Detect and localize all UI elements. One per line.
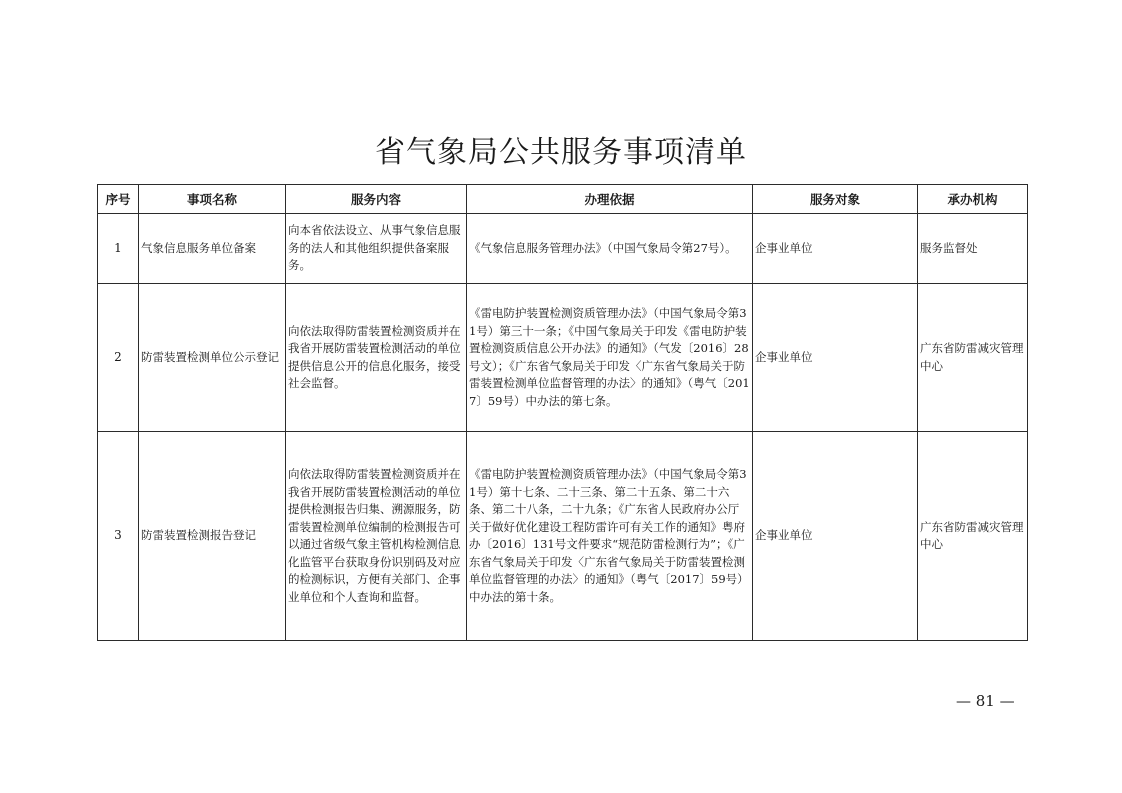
header-service-target: 服务对象 xyxy=(753,185,918,214)
cell-serial-number: 1 xyxy=(98,214,139,284)
page-number: — 81 — xyxy=(956,692,1015,710)
cell-service-content: 向依法取得防雷装置检测资质并在我省开展防雷装置检测活动的单位提供信息公开的信息化服务，接受社会监督。 xyxy=(286,284,467,432)
header-serial-number: 序号 xyxy=(98,185,139,214)
header-legal-basis: 办理依据 xyxy=(467,185,753,214)
header-handling-agency: 承办机构 xyxy=(918,185,1028,214)
cell-service-content: 向依法取得防雷装置检测资质并在我省开展防雷装置检测活动的单位提供检测报告归集、溯源服务，防雷装置检测单位编制的检测报告可以通过省级气象主管机构检测信息化监管平台获取身份识别码及对应的检测标识，方便有关部门、企事业单位和个人查询和监督。 xyxy=(286,432,467,641)
cell-item-name: 防雷装置检测报告登记 xyxy=(139,432,286,641)
cell-legal-basis: 《雷电防护装置检测资质管理办法》（中国气象局令第31号）第十七条、二十三条、第二十五条、第二十六条、第二十八条，二十九条；《广东省人民政府办公厅关于做好优化建设工程防雷许可有关工作的通知》粤府办〔2016〕131号文件要求“规范防雷检测行为”；《广东省气象局关于印发〈广东省气象局关于防雷装置检测单位监督管理的办法〉的通知》（粤气〔2017〕59号）中办法的第十条。 xyxy=(467,432,753,641)
cell-service-target: 企事业单位 xyxy=(753,214,918,284)
cell-legal-basis: 《气象信息服务管理办法》（中国气象局令第27号）。 xyxy=(467,214,753,284)
cell-handling-agency: 广东省防雷减灾管理中心 xyxy=(918,432,1028,641)
table-header-row xyxy=(98,185,1028,214)
cell-serial-number: 3 xyxy=(98,432,139,641)
table-row xyxy=(98,432,1028,641)
cell-service-content: 向本省依法设立、从事气象信息服务的法人和其他组织提供备案服务。 xyxy=(286,214,467,284)
cell-handling-agency: 服务监督处 xyxy=(918,214,1028,284)
table-row xyxy=(98,284,1028,432)
cell-item-name: 防雷装置检测单位公示登记 xyxy=(139,284,286,432)
cell-item-name: 气象信息服务单位备案 xyxy=(139,214,286,284)
header-service-content: 服务内容 xyxy=(286,185,467,214)
page-title: 省气象局公共服务事项清单 xyxy=(375,135,747,170)
service-items-table xyxy=(97,184,1028,641)
cell-serial-number: 2 xyxy=(98,284,139,432)
header-item-name: 事项名称 xyxy=(139,185,286,214)
cell-service-target: 企事业单位 xyxy=(753,432,918,641)
table-row xyxy=(98,214,1028,284)
cell-legal-basis: 《雷电防护装置检测资质管理办法》（中国气象局令第31号）第三十一条；《中国气象局关于印发《雷电防护装置检测资质信息公开办法》的通知》（气发〔2016〕28号文）；《广东省气象局关于印发〈广东省气象局关于防雷装置检测单位监督管理的办法〉的通知》（粤气〔2017〕59号）中办法的第七条。 xyxy=(467,284,753,432)
cell-handling-agency: 广东省防雷减灾管理中心 xyxy=(918,284,1028,432)
cell-service-target: 企事业单位 xyxy=(753,284,918,432)
